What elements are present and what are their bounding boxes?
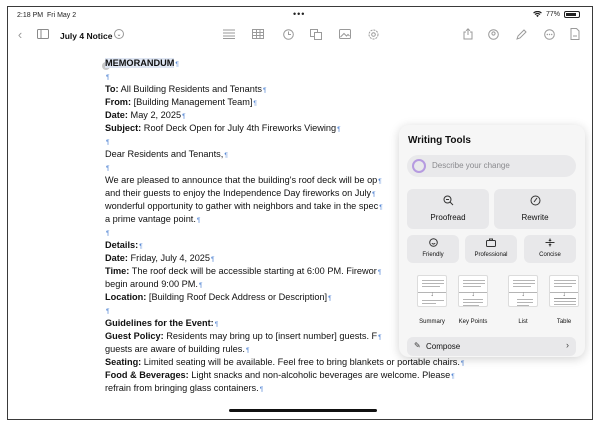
- rewrite-label: Rewrite: [521, 213, 549, 222]
- shapes-icon[interactable]: [309, 27, 323, 41]
- proofread-button[interactable]: [407, 189, 489, 229]
- list-label: List: [518, 319, 528, 325]
- line-text: guests are aware of building rules.: [105, 344, 245, 354]
- paragraph-mark-icon: ¶: [253, 100, 257, 107]
- compose-label: Compose: [426, 342, 461, 351]
- paragraph-mark-icon: ¶: [106, 74, 110, 81]
- multitasking-dots-icon[interactable]: •••: [293, 9, 306, 19]
- briefcase-icon: [465, 238, 517, 249]
- line-bold-text: From:: [105, 97, 132, 107]
- compose-button[interactable]: [407, 337, 576, 356]
- settings-icon[interactable]: [366, 27, 380, 41]
- paragraph-mark-icon: ¶: [182, 113, 186, 120]
- line-bold-text: Date:: [105, 110, 128, 120]
- line-bold-text: To:: [105, 84, 119, 94]
- line-text: refrain from bringing glass containers.: [105, 383, 259, 393]
- paragraph-mark-icon: ¶: [196, 217, 201, 224]
- list-button[interactable]: [505, 275, 541, 325]
- paragraph-mark-icon: ¶: [372, 191, 376, 198]
- pen-icon[interactable]: [514, 27, 528, 41]
- battery-percent: 77%: [545, 11, 560, 18]
- table-icon[interactable]: [251, 27, 265, 41]
- line-text: wonderful opportunity to gather with neighbors and take in the spec: [105, 201, 379, 211]
- describe-change-input[interactable]: [407, 155, 576, 177]
- pencil-icon: ✎: [414, 341, 421, 350]
- table-button[interactable]: [546, 275, 582, 325]
- battery-icon: [564, 11, 580, 18]
- paragraph-mark-icon: ¶: [379, 204, 383, 211]
- paragraph-mark-icon: ¶: [378, 178, 382, 185]
- paragraph-mark-icon: ¶: [460, 360, 465, 367]
- paragraph-mark-icon: ¶: [139, 243, 143, 250]
- paragraph-mark-icon: ¶: [106, 230, 110, 237]
- writing-tools-title: Writing Tools: [408, 135, 471, 146]
- toolbar: [8, 23, 592, 49]
- line-text: All Building Residents and Tenants: [118, 84, 262, 94]
- key-points-button[interactable]: [455, 275, 491, 325]
- list-thumbnail-icon: ↓: [508, 275, 538, 307]
- line-text: Residents may bring up to [insert number] guests. F: [163, 331, 378, 341]
- proofread-label: Proofread: [430, 213, 466, 222]
- paragraph-mark-icon: ¶: [259, 386, 264, 393]
- key-points-label: Key Points: [458, 319, 488, 325]
- paragraph-mark-icon: ¶: [378, 334, 382, 341]
- line-text: Dear Residents and Tenants,: [105, 149, 224, 159]
- professional-button[interactable]: [465, 235, 517, 263]
- describe-change-placeholder: Describe your change: [432, 161, 510, 170]
- line-bold-text: Seating:: [105, 357, 142, 367]
- paragraph-mark-icon: ¶: [337, 126, 341, 133]
- line-bold-text: Date:: [105, 253, 128, 263]
- paragraph-mark-icon: ¶: [214, 321, 219, 328]
- professional-label: Professional: [474, 252, 508, 258]
- line-text: The roof deck will be accessible starting at 6:00 PM. Firewor: [129, 266, 377, 276]
- media-icon[interactable]: [338, 27, 352, 41]
- document-line[interactable]: [105, 83, 505, 96]
- document-title[interactable]: July 4 Notice: [60, 31, 113, 41]
- paragraph-mark-icon: ¶: [175, 61, 179, 68]
- status-bar: [8, 7, 592, 23]
- document-line[interactable]: [105, 96, 505, 109]
- rewrite-icon: [494, 195, 576, 209]
- document-line[interactable]: [105, 70, 505, 83]
- table-label: Table: [556, 319, 572, 325]
- concise-button[interactable]: [524, 235, 576, 263]
- line-text: We are pleased to announce that the building's roof deck will be op: [105, 175, 378, 185]
- document-line[interactable]: [105, 369, 505, 382]
- line-text: and their guests to enjoy the Independence Day fireworks on July: [105, 188, 372, 198]
- status-right: [533, 11, 580, 18]
- paragraph-mark-icon: ¶: [245, 347, 250, 354]
- friendly-button[interactable]: [407, 235, 459, 263]
- paragraph-mark-icon: ¶: [211, 256, 215, 263]
- line-text: [Building Roof Deck Address or Description]: [146, 292, 328, 302]
- line-bold-text: Location:: [105, 292, 147, 302]
- collaborate-icon[interactable]: [486, 27, 500, 41]
- list-icon[interactable]: [222, 27, 236, 41]
- paragraph-mark-icon: ¶: [198, 282, 203, 289]
- rewrite-button[interactable]: [494, 189, 576, 229]
- status-time: 2:18 PM Fri May 2: [17, 12, 77, 19]
- table-thumbnail-icon: ↓: [549, 275, 579, 307]
- concise-label: Concise: [539, 252, 561, 258]
- paragraph-mark-icon: ¶: [106, 139, 110, 146]
- line-text: May 2, 2025: [127, 110, 182, 120]
- app-window: [7, 6, 593, 420]
- paragraph-mark-icon: ¶: [328, 295, 332, 302]
- line-bold-text: MEMORANDUM: [105, 58, 175, 68]
- home-indicator[interactable]: [229, 409, 377, 412]
- share-icon[interactable]: [461, 27, 475, 41]
- paragraph-mark-icon: ¶: [106, 165, 110, 172]
- paragraph-mark-icon: ¶: [224, 152, 228, 159]
- apple-intelligence-icon: [412, 159, 426, 173]
- clock-icon[interactable]: [281, 27, 295, 41]
- line-bold-text: Guidelines for the Event:: [105, 318, 214, 328]
- friendly-label: Friendly: [422, 252, 444, 258]
- paragraph-mark-icon: ¶: [377, 269, 382, 276]
- paragraph-mark-icon: ¶: [451, 373, 455, 380]
- sidebar-icon[interactable]: [36, 27, 50, 41]
- proofread-icon: [407, 195, 489, 209]
- document-line[interactable]: [105, 382, 505, 395]
- line-text: [Building Management Team]: [131, 97, 253, 107]
- key-points-thumbnail-icon: ↓: [458, 275, 488, 307]
- more-icon[interactable]: [542, 27, 556, 41]
- summary-label: Summary: [419, 319, 445, 325]
- concise-icon: [524, 238, 576, 249]
- line-text: a prime vantage point.: [105, 214, 196, 224]
- document-line[interactable]: [105, 356, 505, 369]
- line-text: begin around 9:00 PM.: [105, 279, 198, 289]
- document-line[interactable]: [105, 57, 505, 70]
- chevron-right-icon: ›: [566, 340, 569, 350]
- summary-thumbnail-icon: ↓: [417, 275, 447, 307]
- title-menu-chevron-icon[interactable]: ⌄: [114, 29, 124, 39]
- line-text: Light snacks and non-alcoholic beverages are welcome. Please: [188, 370, 451, 380]
- line-bold-text: Subject:: [105, 123, 142, 133]
- document-icon[interactable]: [568, 27, 582, 41]
- document-line[interactable]: [105, 109, 505, 122]
- line-bold-text: Guest Policy:: [105, 331, 164, 341]
- line-text: Friday, July 4, 2025: [127, 253, 211, 263]
- wifi-icon: [533, 11, 542, 18]
- line-text: Limited seating will be available. Feel free to bring blankets or portable chairs.: [141, 357, 460, 367]
- paragraph-mark-icon: ¶: [106, 308, 110, 315]
- back-icon[interactable]: ‹: [17, 26, 23, 42]
- paragraph-mark-icon: ¶: [262, 87, 267, 94]
- summary-button[interactable]: [414, 275, 450, 325]
- smiley-icon: [407, 238, 459, 249]
- line-bold-text: Food & Beverages:: [105, 370, 189, 380]
- line-bold-text: Time:: [105, 266, 130, 276]
- writing-tools-panel: [399, 125, 585, 357]
- line-bold-text: Details:: [105, 240, 139, 250]
- line-text: Roof Deck Open for July 4th Fireworks Viewing: [141, 123, 337, 133]
